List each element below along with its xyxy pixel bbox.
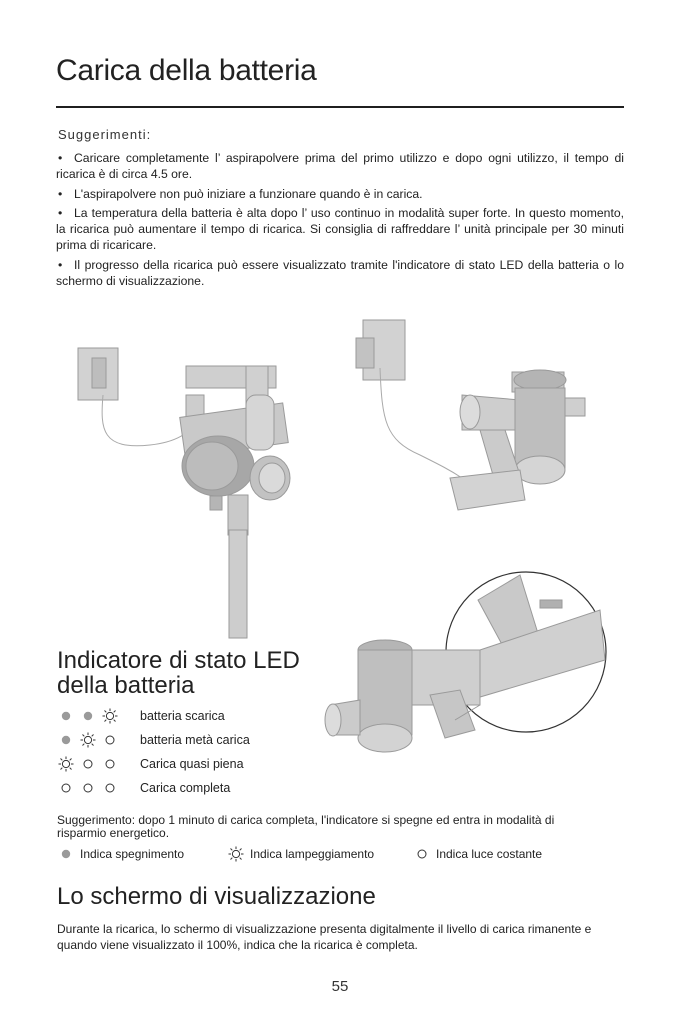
page-title: Carica della batteria (56, 54, 317, 87)
led-note: Suggerimento: dopo 1 minuto di carica completa, l'indicatore si spegne ed entra in modalità di risparmio energetico. (57, 813, 555, 840)
led-status-label: batteria metà carica (140, 733, 250, 747)
led-status-row (58, 706, 225, 726)
legend-label: Indica spegnimento (80, 847, 185, 861)
bullet: • (58, 206, 63, 220)
ring-icon (102, 780, 118, 796)
led-status-label: Carica completa (140, 781, 231, 795)
led-status-label: Carica quasi piena (140, 757, 244, 771)
display-section-text: Durante la ricarica, lo schermo di visualizzazione presenta digitalmente il livello di carica rimanente e quando viene visualizzato il 100%, indica che la ricarica è completa. (57, 922, 592, 952)
legend-label: Indica luce costante (436, 847, 543, 861)
ring-icon (58, 780, 74, 796)
suggestion-item: • Il progresso della ricarica può essere visualizzato tramite l'indicatore di stato LED della batteria o lo schermo di visualizzazione. (56, 257, 624, 288)
ring-icon (80, 756, 96, 772)
ring-icon (102, 756, 118, 772)
blink-icon (80, 732, 96, 748)
led-status-row (58, 730, 250, 750)
led-detail-illustration (325, 572, 606, 752)
led-status-label: batteria scarica (140, 709, 225, 723)
led-status-row (58, 754, 244, 774)
bullet: • (58, 186, 63, 201)
suggestion-item: • La temperatura della batteria è alta dopo l’ uso continuo in modalità super forte. In questo momento, la ricarica può aumentare il tempo di ricarica. Si consiglia di raffreddare l’ unità principale per 30 minuti prima di ricaricare. (56, 206, 624, 252)
handheld-charging-illustration (356, 320, 585, 510)
blink-icon (102, 708, 118, 724)
solid-dot-icon (80, 708, 96, 724)
legend-label: Indica lampeggiamento (250, 847, 375, 861)
suggestion-item: • L'aspirapolvere non può iniziare a funzionare quando è in carica. (58, 186, 423, 201)
wall-mounted-vacuum-illustration (78, 348, 290, 638)
ring-icon (80, 780, 96, 796)
solid-dot-icon (58, 732, 74, 748)
solid-dot-icon (58, 708, 74, 724)
suggestions-label: Suggerimenti: (58, 127, 152, 142)
ring-icon (102, 732, 118, 748)
ring-icon (414, 846, 430, 862)
page-number: 55 (331, 978, 349, 995)
led-status-row (58, 778, 230, 798)
bullet: • (58, 257, 63, 272)
led-legend (58, 846, 542, 862)
suggestion-item: • Caricare completamente l’ aspirapolvere prima del primo utilizzo e dopo ogni utilizzo, il tempo di ricarica è di circa 4.5 ore. (56, 151, 624, 181)
display-section-heading: Lo schermo di visualizzazione (57, 883, 376, 910)
led-section-heading: Indicatore di stato LED della batteria (57, 647, 300, 699)
blink-icon (58, 756, 74, 772)
solid-dot-icon (58, 846, 74, 862)
bullet: • (58, 151, 63, 165)
blink-icon (228, 846, 244, 862)
